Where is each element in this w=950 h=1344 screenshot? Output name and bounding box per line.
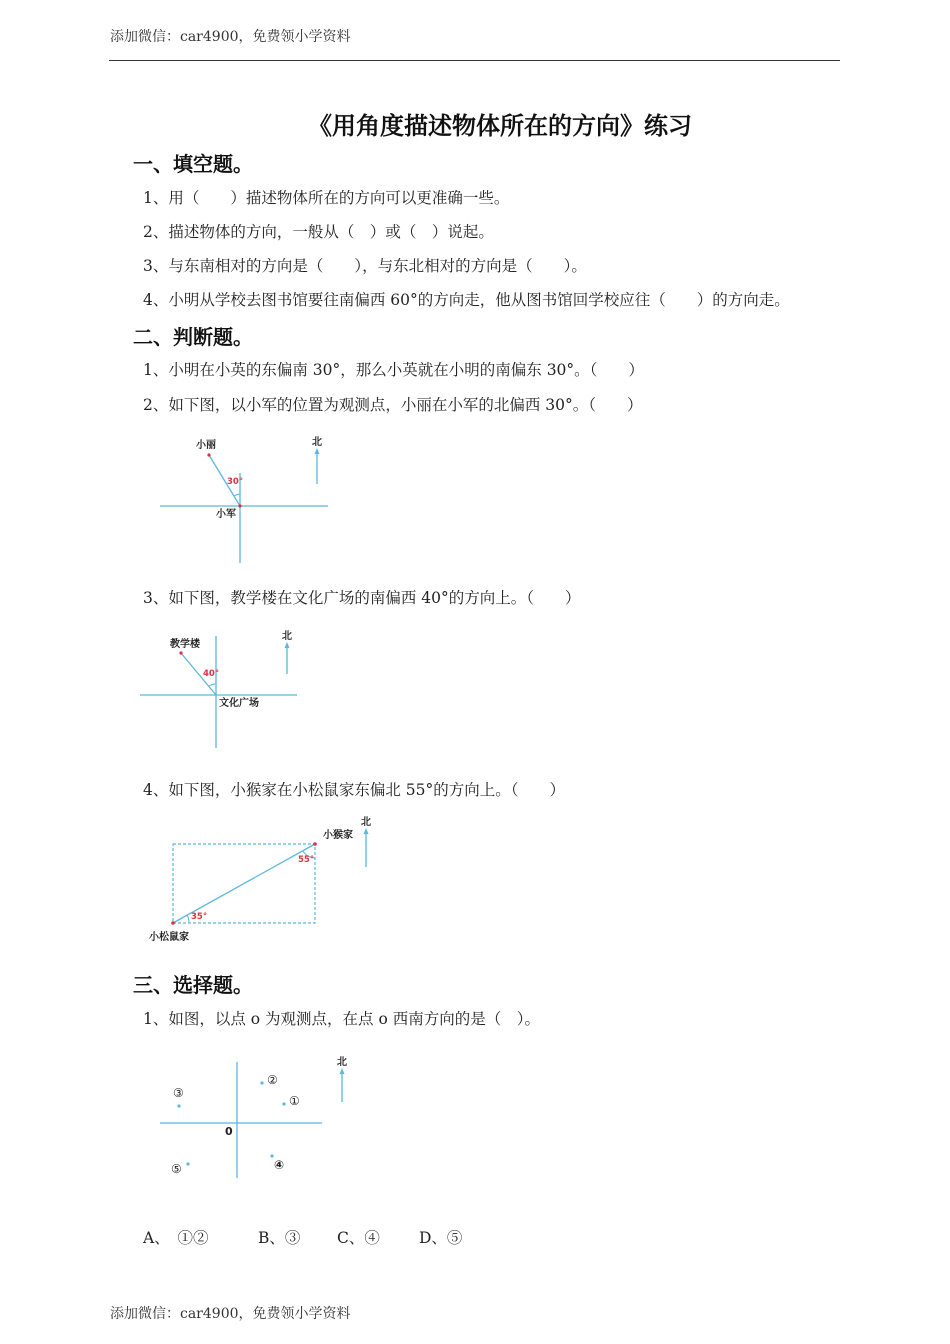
fill-question-2: 2、描述物体的方向，一般从（ ）或（ ）说起。 (143, 223, 494, 241)
judge-question-4: 4、如下图，小猴家在小松鼠家东偏北 55°的方向上。（ ） (143, 781, 566, 799)
choice-question-1: 1、如图，以点 o 为观测点，在点 o 西南方向的是（ ）。 (143, 1010, 540, 1028)
angle-arc (209, 684, 216, 686)
judge-question-3: 3、如下图，教学楼在文化广场的南偏西 40°的方向上。（ ） (143, 589, 581, 607)
monkey-label: 小猴家 (323, 830, 353, 841)
north-arrow-head (364, 828, 369, 834)
section-heading-choice: 三、选择题。 (133, 973, 253, 997)
fill-question-4: 4、小明从学校去图书馆要往南偏西 60°的方向走，他从图书馆回学校应往（ ）的方向走。 (143, 291, 790, 309)
north-label: 北 (361, 817, 371, 828)
center-label: 小军 (216, 509, 236, 520)
point-5-dot (186, 1162, 189, 1165)
north-label: 北 (337, 1057, 347, 1068)
figure-plaza (130, 622, 310, 752)
north-label: 北 (312, 437, 322, 448)
point-2-dot (260, 1081, 263, 1084)
angle-label: 40° (203, 669, 220, 679)
origin-label: 0 (225, 1125, 233, 1138)
fill-question-3: 3、与东南相对的方向是（ ），与东北相对的方向是（ ）。 (143, 257, 587, 275)
angle-arc (234, 494, 240, 496)
point-2-label: ② (267, 1073, 278, 1087)
option-a: A、 ①② (143, 1229, 209, 1247)
figure-monkey-squirrel (140, 812, 390, 947)
point-label: 教学楼 (170, 639, 200, 650)
point-3-dot (177, 1104, 180, 1107)
north-arrow-head (340, 1068, 345, 1074)
center-dot (238, 504, 241, 507)
angle-label: 30° (227, 477, 244, 487)
figure-points-o (150, 1050, 360, 1185)
point-label: 小丽 (196, 440, 216, 451)
point-dot (179, 651, 182, 654)
page-title: 《用角度描述物体所在的方向》练习 (308, 111, 692, 140)
north-label: 北 (282, 631, 292, 642)
header-divider (109, 60, 840, 61)
section-heading-fill: 一、填空题。 (133, 152, 253, 176)
north-arrow-head (285, 642, 290, 648)
page-header: 添加微信：car4900，免费领小学资料 (110, 29, 351, 45)
point-3-label: ③ (173, 1086, 184, 1100)
fill-question-1: 1、用（ ）描述物体所在的方向可以更准确一些。 (143, 189, 510, 207)
judge-question-2: 2、如下图，以小军的位置为观测点，小丽在小军的北偏西 30°。（ ） (143, 396, 643, 414)
angle-label-bottom: 35° (191, 912, 208, 922)
judge-question-1: 1、小明在小英的东偏南 30°，那么小英就在小明的南偏东 30°。（ ） (143, 361, 644, 379)
angle-arc-bottom (187, 915, 189, 923)
point-4-label: ④ (274, 1158, 285, 1172)
monkey-dot (313, 842, 317, 846)
option-b: B、③ (258, 1229, 301, 1247)
squirrel-dot (171, 921, 175, 925)
point-dot (207, 453, 210, 456)
option-d: D、⑤ (419, 1229, 463, 1247)
page-footer: 添加微信：car4900，免费领小学资料 (110, 1306, 351, 1322)
point-5-label: ⑤ (171, 1162, 182, 1176)
option-c: C、④ (337, 1229, 380, 1247)
point-1-dot (282, 1102, 285, 1105)
center-label: 文化广场 (219, 698, 259, 709)
section-heading-judge: 二、判断题。 (133, 325, 253, 349)
point-1-label: ① (289, 1094, 300, 1108)
figure-xiaojun (150, 428, 340, 568)
squirrel-label: 小松鼠家 (149, 932, 189, 943)
angle-label-top: 55° (298, 855, 315, 865)
north-arrow-head (315, 448, 320, 454)
